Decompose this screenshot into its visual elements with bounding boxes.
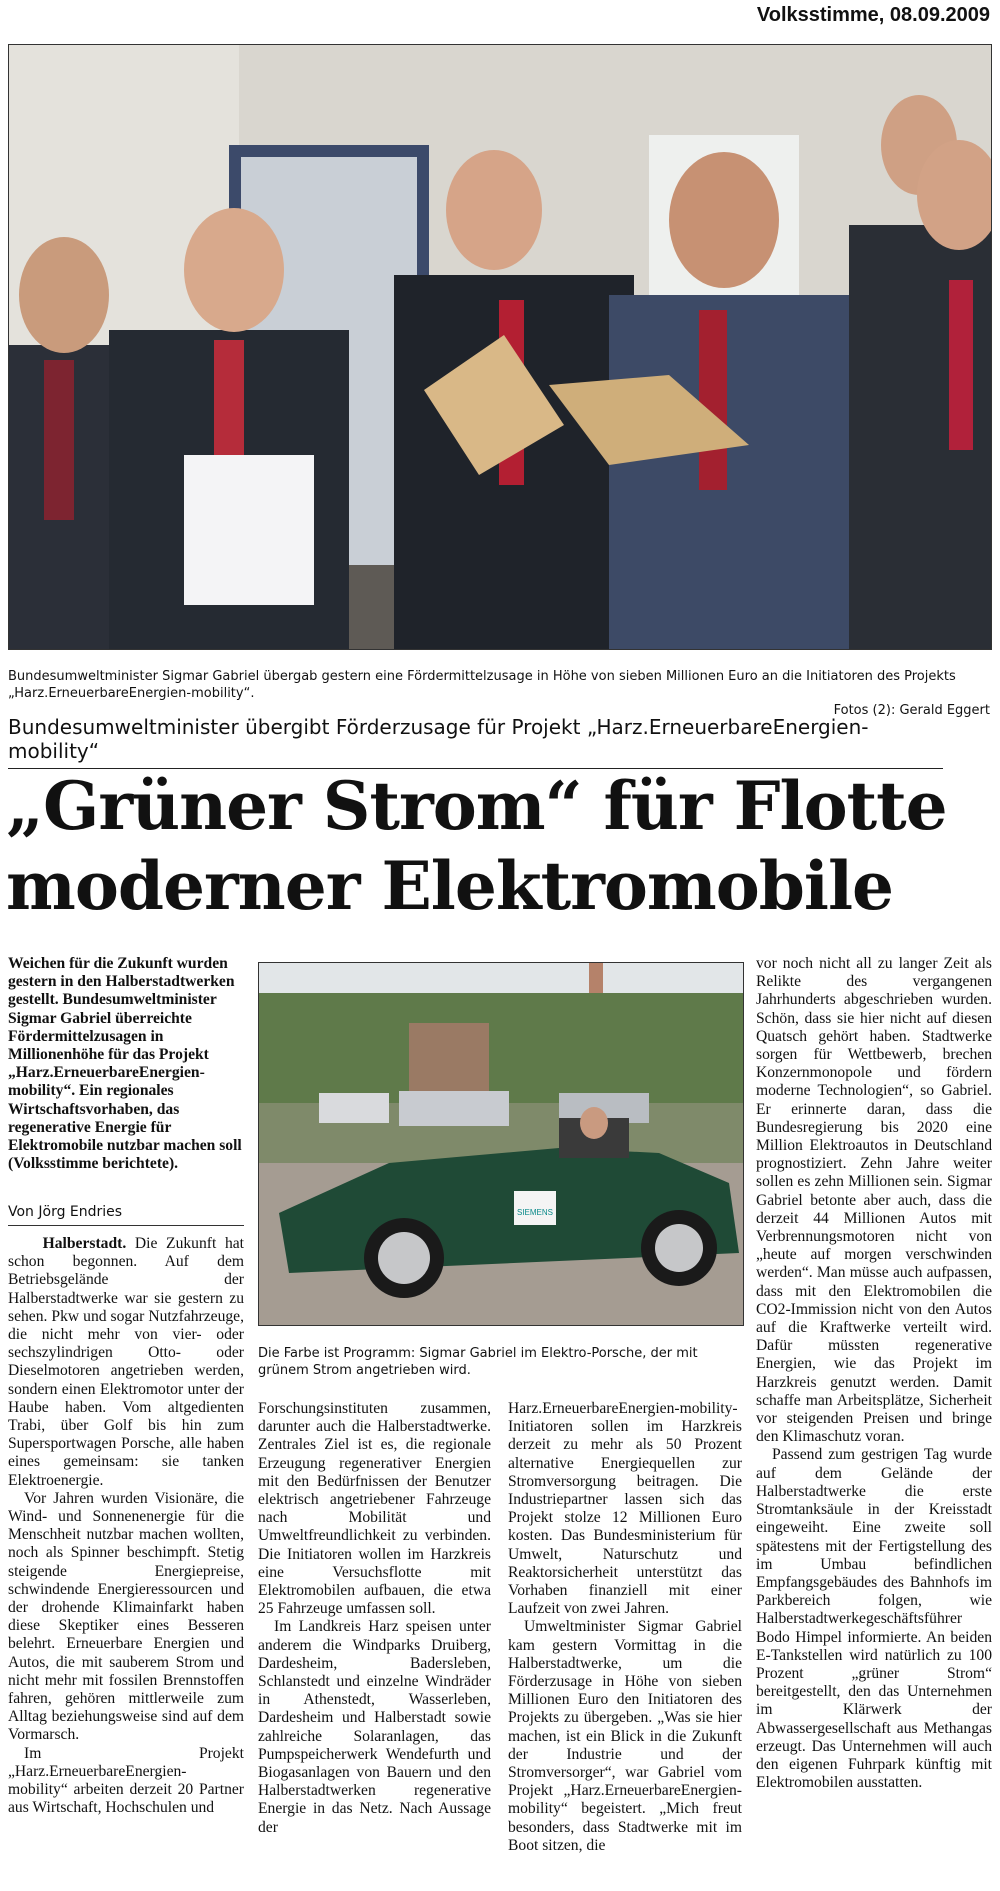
author-name: Jörg Endries	[38, 1204, 123, 1220]
teaser-text: Weichen für die Zukunft wurden gestern in den Halberstadtwerken gestellt. Bundesumweltminister Sigmar Gabriel überreichte Fördermittelzusagen in Millionenhöhe für das Projekt „Harz.ErneuerbareEnergien-mobility“. Ein regionales Wirtschaftsvorhaben, das regenerative Energie für Elektromobile nutzbar machen soll (Volksstimme berichtete).	[8, 955, 242, 1173]
main-headline	[6, 766, 996, 926]
electro-porsche-photo-image	[259, 963, 743, 1325]
article-column-4	[756, 955, 992, 1792]
paragraph: vor noch nicht all zu langer Zeit als Relikte des vergangenen Jahrhunderts abgeschrieben wurden. Schön, dass sie hier nicht auf diesen Quatsch gehört haben. Stadtwerke sorgen für Wettbewerb, brechen Konzernmonopole und fördern moderne Technologien“, so Gabriel. Er erinnerte daran, dass die Bundesregierung bis 2020 eine Million Elektroautos in Deutschland prognostiziert. Zehn Jahre weiter sollen es zehn Millionen sein. Sigmar Gabriel betonte aber auch, dass die derzeit 44 Millionen Autos mit Verbrennungsmotoren nicht von „heute auf morgen verschwinden werden“. Man müsse auch aufpassen, dass mit den Elektromobilen die CO2-Immission nicht von den Autos auf die Kraftwerke verteilt wird. Dafür müssten regenerative Energien, wie das Projekt im Harzkreis genutzt werden. Damit schaffe man Arbeitsplätze, Sicherheit vor steigenden Preisen und bringe den Klimaschutz voran.	[756, 955, 992, 1446]
article-column-3	[508, 1400, 742, 1855]
paragraph: Umweltminister Sigmar Gabriel kam gestern Vormittag in die Halberstadtwerke, um die Förderzusage in Höhe von sieben Millionen Euro den Initiatoren des Projekts zu übergeben. „Was sie hier machen, ist ein Blick in die Zukunft der Industrie und der Stromversorger“, war Gabriel vom Projekt „Harz.ErneuerbareEnergien-mobility“ begeistert. „Mich freut besonders, dass Stadtwerke mit im Boot sitzen, die	[508, 1618, 742, 1854]
paragraph: Forschungsinstituten zusammen, darunter auch die Halberstadtwerke. Zentrales Ziel ist es, die regionale Erzeugung regenerativer Energien mit den Bedürfnissen der Benutzer elektrisch angetriebener Fahrzeuge nach Mobilität und Umweltfreundlichkeit zu verbinden. Die Initiatoren wollen im Harzkreis eine Versuchsflotte mit Elektromobilen aufbauen, die etwa 25 Fahrzeuge umfassen soll.	[258, 1400, 491, 1618]
top-photo-caption-text: Bundesumweltminister Sigmar Gabriel übergab gestern eine Fördermittelzusage in Höhe von sieben Millionen Euro an die Initiatoren des Projekts „Harz.ErneuerbareEnergien-mobility“.	[8, 669, 956, 701]
headline-line-2: moderner Elektromobile	[6, 847, 894, 925]
top-photo	[8, 44, 992, 650]
article-column-2	[258, 1400, 491, 1837]
handover-photo-image	[9, 45, 991, 649]
paragraph	[8, 1235, 244, 1490]
siemens-door-label: SIEMENS	[516, 1208, 554, 1217]
paragraph: Im Landkreis Harz speisen unter anderem die Windparks Druiberg, Dardesheim, Badersleben, Schlanstedt und einzelne Windräder in Athenstedt, Wasserleben, Dardesheim und Halberstadt sowie zahlreiche Solaranlagen, das Pumpspeicherwerk Wendefurth und Biogasanlagen von Bauern und den Halberstadtwerken regenerative Energie in das Netz. Nach Aussage der	[258, 1618, 491, 1836]
top-photo-caption	[8, 668, 990, 719]
masthead-date: Volksstimme, 08.09.2009	[756, 4, 990, 26]
author-line	[8, 1203, 244, 1226]
teaser-paragraph	[8, 955, 244, 1173]
paragraph: Im Projekt „Harz.ErneuerbareEnergien-mobility“ arbeiten derzeit 20 Partner aus Wirtschaft, Hochschulen und	[8, 1744, 244, 1817]
paragraph: Vor Jahren wurden Visionäre, die Wind- und Sonnenenergie für die Menschheit nutzbar machen wollten, noch als Spinner beschimpft. Stetig steigende Energiepreise, schwindende Energieressourcen und der drohende Klimainfarkt haben diese Skeptiker eines Besseren belehrt. Erneuerbare Energien und Autos, die mit sauberem Strom und nicht mehr mit fossilen Brennstoffen fahren, gehören mittlerweile zum Alltag beziehungsweise sind auf dem Vormarsch.	[8, 1489, 244, 1744]
car-photo-caption: Die Farbe ist Programm: Sigmar Gabriel im Elektro-Porsche, der mit grünem Strom angetrieben wird.	[258, 1346, 698, 1378]
paragraph: Harz.ErneuerbareEnergien-mobility-Initiatoren sollen im Harzkreis derzeit zu mehr als 50 Prozent alternative Energiequellen zur Stromversorgung beitragen. Die Industriepartner lassen sich das Projekt stolze 12 Millionen Euro kosten. Das Bundesministerium für Umwelt, Naturschutz und Reaktorsicherheit unterstützt das Vorhaben finanziell mit einer Laufzeit von zwei Jahren.	[508, 1400, 742, 1618]
headline-line-1: „Grüner Strom“ für Flotte	[6, 767, 947, 845]
dateline: Halberstadt.	[42, 1235, 127, 1252]
paragraph: Passend zum gestrigen Tag wurde auf dem Gelände der Halberstadtwerke die erste Stromtanksäule in der Kreisstadt eingeweiht. Eine zweite soll spätestens mit der Fertigstellung des im Umbau befindlichen Empfangsgebäudes des Bahnhofs im Parkbereich folgen, wie Halberstadtwerkegeschäftsführer Bodo Himpel informierte. An beiden E-Tankstellen wird natürlich zu 100 Prozent „grüner Strom“ bereitgestellt, den das Unternehmen im Klärwerk der Abwassergesellschaft aus Methangas erzeugt. Das Unternehmen will auch den eigenen Fuhrpark künftig mit Elektromobilen ausstatten.	[756, 1446, 992, 1792]
photo-credit: Fotos (2): Gerald Eggert	[833, 703, 990, 718]
car-photo	[258, 962, 744, 1326]
paragraph-text: Die Zukunft hat schon begonnen. Auf dem Betriebsgelände der Halberstadtwerke war sie gestern zu sehen. Pkw und sogar Nutzfahrzeuge, die nicht mehr von vier- oder sechszylindrigen Otto- oder Dieselmotoren angetrieben werden, sondern einen Elektromotor unter der Haube haben. Vom altgedienten Trabi, über Golf bis hin zum Supersportwagen Porsche, alle haben eines gemeinsam: sie tanken Elektroenergie.	[8, 1235, 245, 1489]
kicker-headline: Bundesumweltminister übergibt Förderzusage für Projekt „Harz.ErneuerbareEnergien-mobility“	[8, 715, 943, 769]
article-column-1	[8, 1235, 244, 1818]
author-prefix: Von	[8, 1204, 34, 1220]
